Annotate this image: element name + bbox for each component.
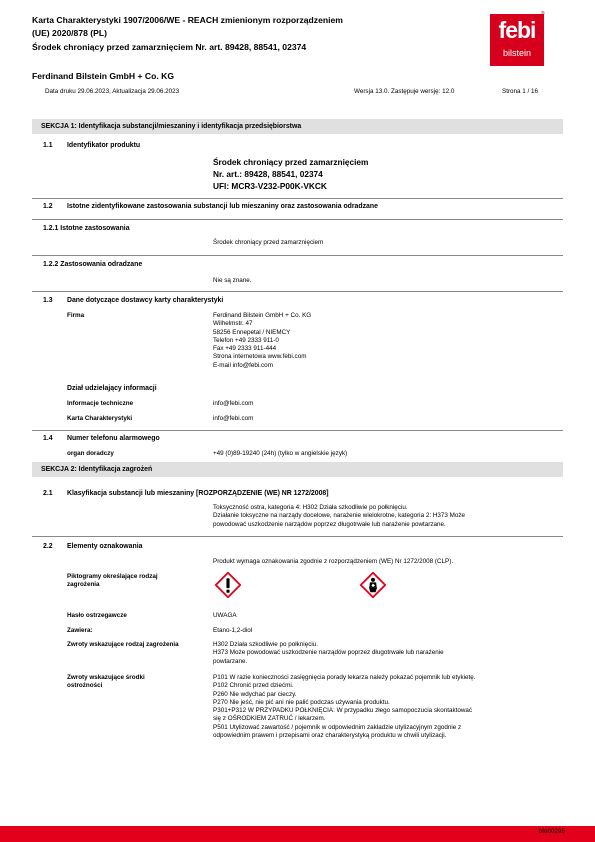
precautionary-line: P270 Nie jeść, nie pić ani nie palić podczas używania produktu. — [213, 698, 390, 706]
precautionary-line: P260 Nie wdychać par cieczy. — [213, 690, 297, 698]
firma-line: Telefon +49 2333 911-0 — [213, 336, 279, 344]
classification-line: powodować uszkodzenie narządów poprzez długotrwałe lub narażenie powtarzane. — [213, 520, 446, 528]
s11-number: 1.1 — [43, 142, 53, 149]
divider — [32, 198, 563, 199]
zawiera-label: Zawiera: — [67, 627, 93, 634]
karta-value: info@febi.com — [213, 415, 254, 422]
info-tech-label: Informacje techniczne — [67, 400, 134, 407]
divider — [32, 291, 563, 292]
document-title-line2: (UE) 2020/878 (PL) — [32, 28, 107, 38]
company-name: Ferdinand Bilstein GmbH + Co. KG — [32, 71, 175, 81]
precautionary-line: P102 Chronić przed dziećmi. — [213, 682, 294, 690]
haslo-label: Hasło ostrzegawcze — [67, 612, 127, 619]
s21-title: Klasyfikacja substancji lub mieszaniny [ROZPORZĄDZENIE (WE) NR 1272/2008] — [67, 490, 329, 497]
s13-title: Dane dotyczące dostawcy karty charakterystyki — [67, 297, 224, 304]
divider — [32, 536, 563, 537]
s121-value: Środek chroniący przed zamarznięciem — [213, 239, 324, 246]
dzial-label: Dział udzielający informacji — [67, 385, 157, 392]
karta-label: Karta Charakterystyki — [67, 415, 133, 422]
zawiera-value: Etano-1,2-diol — [213, 627, 253, 634]
s14-title: Numer telefonu alarmowego — [67, 435, 160, 442]
s12-title: Istotne zidentyfikowane zastosowania substancji lub mieszaniny oraz zastosowania odradzane — [67, 203, 378, 210]
precautionary-label-line: Zwroty wskazujące środki — [67, 674, 145, 681]
firma-line: Strona internetowa www.febi.com — [213, 353, 307, 361]
precautionary-statements — [213, 674, 476, 740]
s22-title: Elementy oznakowania — [67, 543, 143, 550]
s122-value: Nie są znane. — [213, 277, 252, 284]
hazard-statement-line: H302 Działa szkodliwie po połknięciu. — [213, 641, 319, 648]
classification-line: Działanie toksyczne na narządy docelowe, narażenie wielokrotne, kategoria 2: H373 Może — [213, 512, 466, 520]
s13-number: 1.3 — [43, 297, 53, 304]
footer-bar — [0, 826, 595, 842]
footer-code: bfe00295 — [538, 828, 565, 835]
document-title-line3: Środek chroniący przed zamarznięciem Nr. art. 89428, 88541, 02374 — [32, 42, 307, 52]
hazard-statement-line: powtarzane. — [213, 657, 248, 665]
precautionary-line: P301+P312 W PRZYPADKU POŁKNIĘCIA: W przypadku złego samopoczucia skontaktować — [213, 707, 473, 715]
firma-address — [213, 312, 311, 370]
registered-mark: ® — [541, 11, 545, 17]
s12-number: 1.2 — [43, 203, 53, 210]
product-article-number: Nr. art.: 89428, 88541, 02374 — [213, 169, 323, 179]
print-date: Data druku 29.06.2023, Aktualizacja 29.06.2023 — [45, 88, 180, 95]
product-identifier — [213, 156, 368, 192]
organ-value: +49 (0)89-19240 (24h) (tylko w angielskie język) — [213, 450, 348, 457]
s11-title: Identyfikator produktu — [67, 142, 141, 149]
precautionary-line: P501 Utylizować zawartość / pojemnik w odpowiednim zakładzie utylizacyjnym zgodnie z — [213, 723, 462, 731]
firma-line: Ferdinand Bilstein GmbH + Co. KG — [213, 312, 312, 319]
exclamation-ghs07-icon — [215, 572, 241, 598]
divider — [32, 219, 563, 220]
firma-line: Wilhelmstr. 47 — [213, 320, 253, 328]
s21-number: 2.1 — [43, 490, 53, 497]
firma-line: 58256 Ennepetal / NIEMCY — [213, 328, 291, 336]
firma-label: Firma — [67, 312, 85, 319]
product-name: Środek chroniący przed zamarznięciem — [213, 157, 369, 167]
document-title-line1: Karta Charakterystyki 1907/2006/WE - REACH zmienionym rozporządzeniem — [32, 15, 343, 25]
precautionary-line: się z OŚRODKIEM ZATRUĆ / lekarzem. — [213, 715, 326, 723]
s21-classification — [213, 504, 465, 529]
precautionary-line: odpowiednim prawem i przepisami oraz charakterystyką produktu w chwili utylizacji. — [213, 732, 447, 740]
haslo-value: UWAGA — [213, 612, 237, 619]
organ-label: organ doradczy — [67, 450, 114, 457]
pictogram-label-line: Piktogramy określające rodzaj — [67, 573, 158, 580]
precautionary-label — [67, 674, 145, 690]
s14-number: 1.4 — [43, 435, 53, 442]
health-hazard-ghs08-icon — [360, 572, 386, 598]
info-tech-value: info@febi.com — [213, 400, 254, 407]
precautionary-label-line: ostrożności — [67, 682, 103, 689]
pictogram-label — [67, 573, 158, 589]
precautionary-line: P101 W razie konieczności zasięgnięcia porady lekarza należy pokazać pojemnik lub etykietę. — [213, 674, 476, 681]
product-ufi: UFI: MCR3-V232-P00K-VKCK — [213, 181, 327, 191]
s22-intro: Produkt wymaga oznakowania zgodnie z rozporządzeniem (WE) Nr 1272/2008 (CLP). — [213, 558, 454, 565]
s121-title: 1.2.1 Istotne zastosowania — [43, 225, 130, 232]
classification-line: Toksyczność ostra, kategoria 4: H302 Działa szkodliwie po połknięciu. — [213, 504, 408, 511]
firma-line: E-mail info@febi.com — [213, 361, 273, 369]
s22-number: 2.2 — [43, 543, 53, 550]
hazard-statement-line: H373 Może powodować uszkodzenie narządów poprzez długotrwałe lub narażenie — [213, 649, 444, 657]
logo-sub: bilstein — [502, 48, 531, 58]
pictogram-label-line: zagrożenia — [67, 581, 100, 588]
hazard-statements — [213, 641, 444, 666]
page-number: Strona 1 / 16 — [502, 88, 539, 95]
divider — [32, 255, 563, 256]
logo-text: febi — [498, 17, 536, 43]
version-info: Wersja 13.0. Zastępuje wersję: 12.0 — [354, 88, 455, 95]
s122-title: 1.2.2 Zastosowania odradzane — [43, 261, 143, 268]
divider — [32, 430, 563, 431]
section1-header: SEKCJA 1: Identyfikacja substancji/mieszaniny i identyfikacja przedsiębiorstwa — [32, 119, 563, 134]
section2-header: SEKCJA 2: Identyfikacja zagrożeń — [32, 462, 563, 477]
hazard-statements-label: Zwroty wskazujące rodzaj zagrożenia — [67, 641, 179, 648]
febi-logo — [490, 14, 544, 66]
firma-line: Fax +49 2333 911-444 — [213, 345, 277, 353]
